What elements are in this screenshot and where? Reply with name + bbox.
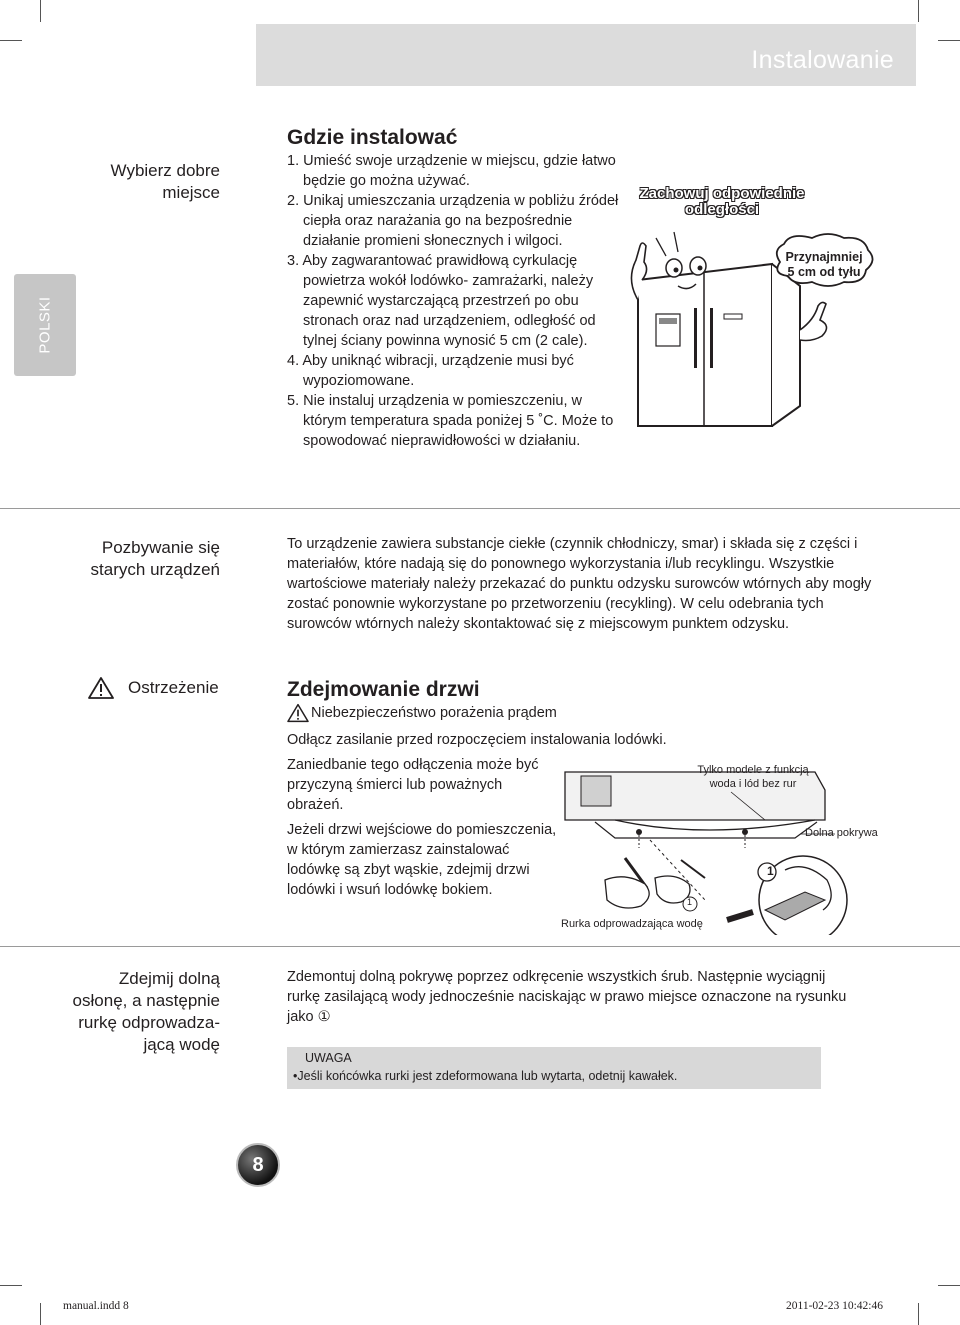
install-step-5: 5. Nie instaluj urządzenia w pomieszczeniu, w którym temperatura spada poniżej 5 ˚C. Może to spowodować nieprawidłowości w działaniu.	[287, 393, 614, 449]
fridge-illustration	[622, 180, 877, 430]
section-label-disposal	[91, 537, 220, 581]
install-step-4: 4. Aby uniknąć wibracji, urządzenie musi być wypoziomowane.	[287, 353, 574, 389]
language-tab	[14, 274, 76, 376]
callout-models	[688, 763, 818, 791]
section-label-line: Zdejmij dolną	[118, 969, 220, 988]
spacing-banner	[622, 186, 822, 218]
section-label-line: Wybierz dobre	[110, 161, 220, 180]
language-tab-label: POLSKI	[36, 296, 54, 354]
crop-mark	[938, 40, 960, 41]
install-step-1: 1. Umieść swoje urządzenie w miejscu, gdzie łatwo będzie go można używać.	[287, 153, 616, 189]
electric-danger-text: Niebezpieczeństwo porażenia prądem	[311, 705, 557, 721]
marker-1-small: 1	[687, 897, 693, 907]
disposal-text: To urządzenie zawiera substancje ciekłe (czynnik chłodniczy, smar) i składa się z części i materiałów, które nadają się do ponownego wykorzystania i/lub recyklingu. Wszystkie wartościowe materiały należy przekazać do punktu odzysku surowców wtórnych aby mogły zostać ponownie wykorzystane po przetworzeniu (recykling). W celu odebrania tych surowców wtórnych należy skontaktować się z miejscowym punktem odzysku.	[287, 536, 872, 632]
section-divider	[0, 508, 960, 509]
banner-line: Zachowuj odpowiednie	[639, 185, 805, 202]
page-title: Instalowanie	[751, 46, 894, 74]
cover-removal-text: Zdemontuj dolną pokrywę poprzez odkręcenie wszystkich śrub. Następnie wyciągnij rurkę zasilającą wody jednocześnie naciskając w prawo miejsce oznaczone na rysunku jako ①	[287, 969, 847, 1025]
install-step-2: 2. Unikaj umieszczania urządzenia w pobliżu źródeł ciepła oraz narażania go na bezpośrednie działanie promieni słonecznych i wilgoci.	[287, 193, 619, 249]
section-label-cover	[73, 968, 220, 1056]
callout-line: Tylko modele z funkcją	[697, 764, 809, 776]
bubble-line: 5 cm od tyłu	[787, 265, 861, 279]
crop-mark	[40, 0, 41, 22]
clearance-bubble	[774, 250, 874, 280]
section-label-line: miejsce	[162, 183, 220, 202]
install-steps	[287, 151, 619, 451]
section-label-line: Pozbywanie się	[101, 538, 220, 557]
crop-mark	[938, 1285, 960, 1286]
callout-drain-tube: Rurka odprowadzająca wodę	[561, 918, 703, 930]
callout-bottom-cover: Dolna pokrywa	[805, 827, 878, 839]
note-title: UWAGA	[305, 1051, 352, 1065]
section-label-line: rurkę odprowadza-	[78, 1013, 220, 1032]
disconnect-power-text: Odłącz zasilanie przed rozpoczęciem instalowania lodówki.	[287, 732, 667, 748]
section-label-line: osłonę, a następnie	[72, 991, 220, 1010]
install-step-3: 3. Aby zagwarantować prawidłową cyrkulację powietrza wokół lodówko- zamrażarki, należy zapewnić wystarczającą przestrzeń po obu stronach oraz nad urządzeniem, odległość od tylnej ściany powinna wynosić 5 cm (2 cale).	[287, 253, 596, 349]
section-title-where: Gdzie instalować	[287, 126, 458, 149]
crop-mark	[918, 0, 919, 22]
narrow-door-text: Jeżeli drzwi wejściowe do pomieszczenia, w którym zamierzasz zainstalować lodówkę są zbyt wąskie, zdejmij drzwi lodówki i wsuń lodówkę bokiem.	[287, 822, 557, 898]
section-label-where	[111, 160, 220, 204]
page-number: 8	[236, 1143, 280, 1187]
crop-mark	[918, 1303, 919, 1325]
footer-timestamp: 2011-02-23 10:42:46	[786, 1300, 883, 1312]
banner-line: odległości	[684, 201, 760, 218]
warning-triangle-icon	[88, 676, 114, 700]
marker-1: 1	[767, 864, 774, 878]
bubble-line: Przynajmniej	[785, 250, 863, 264]
warning-label-text: Ostrzeżenie	[128, 678, 219, 697]
warning-triangle-icon	[287, 703, 309, 723]
crop-mark	[0, 40, 22, 41]
note-box	[287, 1047, 821, 1089]
callout-line: woda i lód bez rur	[709, 778, 797, 790]
section-divider	[0, 946, 960, 947]
section-label-line: starych urządzeń	[90, 560, 220, 579]
header-bar	[256, 24, 916, 86]
section-title-doors: Zdejmowanie drzwi	[287, 678, 480, 701]
crop-mark	[40, 1303, 41, 1325]
footer-file: manual.indd 8	[63, 1300, 129, 1312]
neglect-warning-text: Zaniedbanie tego odłączenia może być przyczyną śmierci lub poważnych obrażeń.	[287, 757, 539, 813]
crop-mark	[0, 1285, 22, 1286]
warning-label	[88, 676, 224, 702]
note-text: •Jeśli końcówka rurki jest zdeformowana lub wytarta, odetnij kawałek.	[293, 1069, 678, 1083]
section-label-line: jącą wodę	[143, 1035, 220, 1054]
electric-danger	[287, 702, 607, 724]
